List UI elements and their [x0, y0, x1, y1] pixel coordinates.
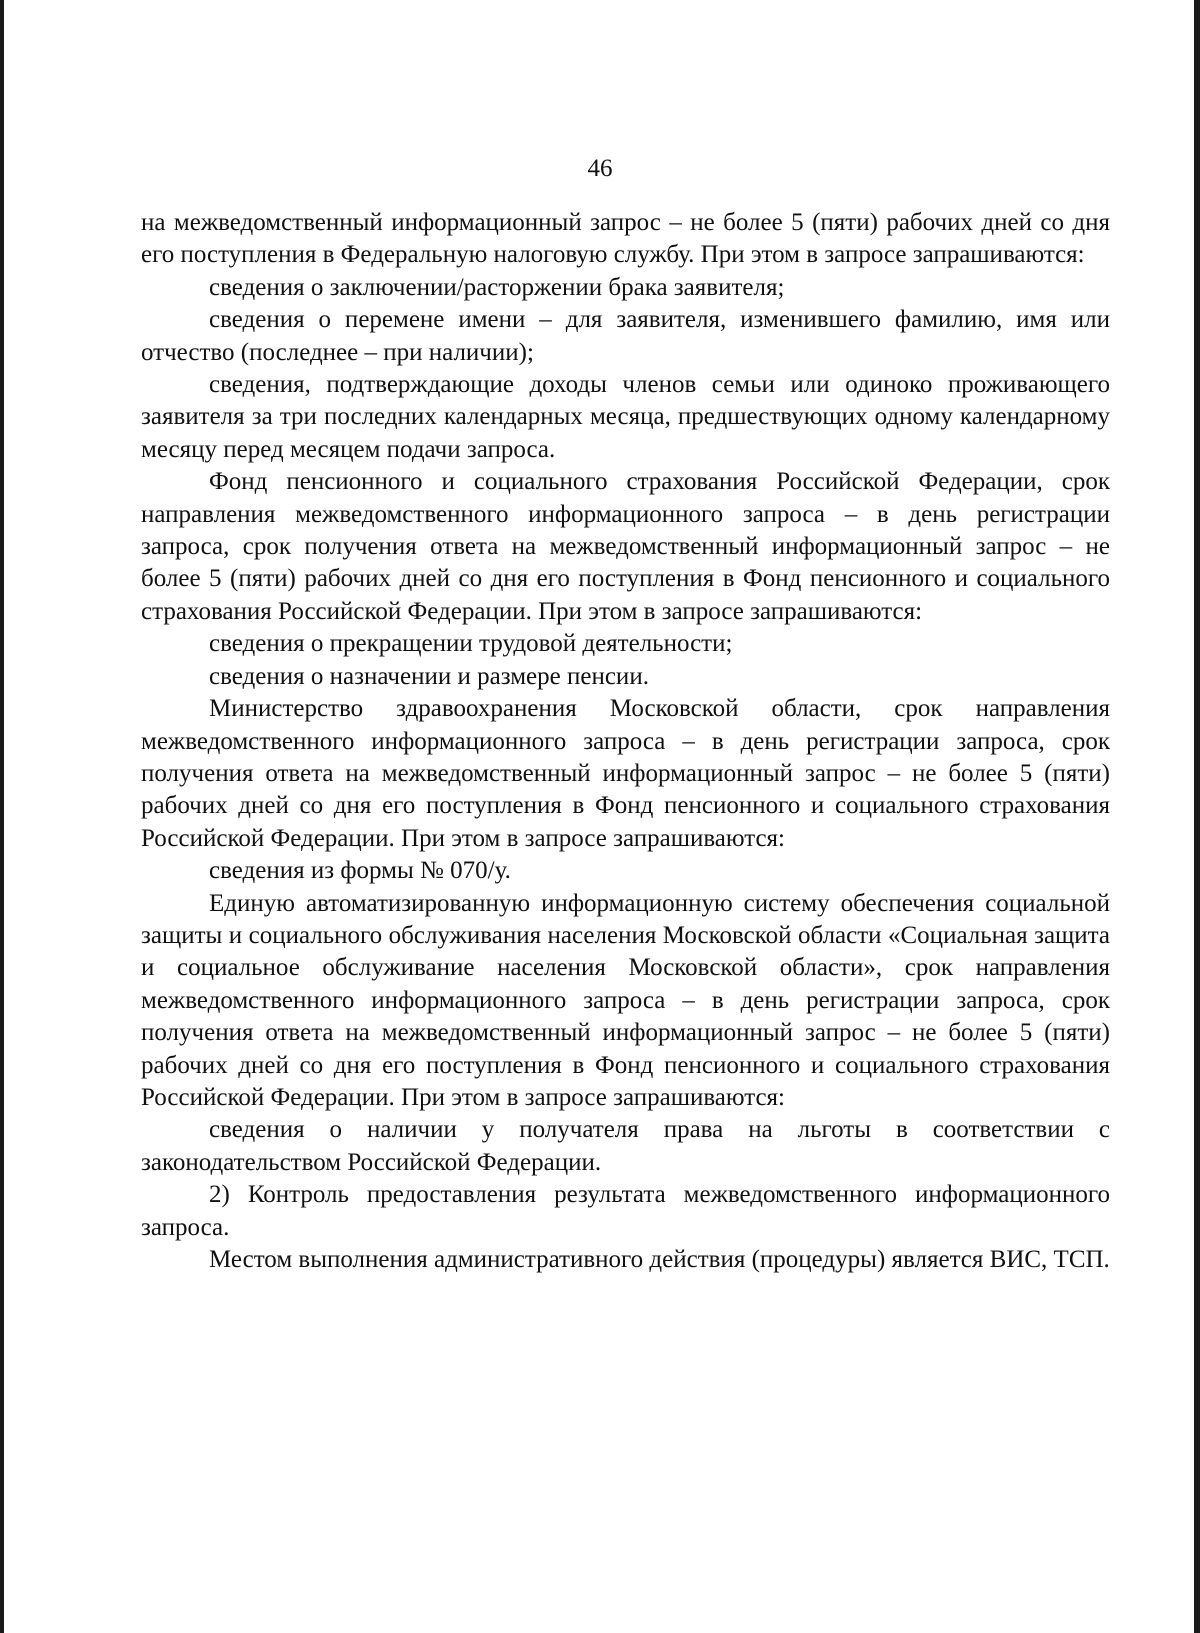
- page-number: 46: [587, 155, 613, 182]
- paragraph-9: сведения из формы № 070/у.: [209, 857, 511, 885]
- scan-edge-right: [1194, 0, 1200, 1633]
- paragraph-10: Единую автоматизированную информационную систему обеспечения социальной защиты и социального обслуживания населения Московской области «Социальная защита и социальное обслуживание населения Московской области», срок направления межведомственного информационного запроса – в день регистрации запроса, срок получения ответа на межведомственный информационный запрос – не более 5 (пяти) рабочих дней со дня его поступления в Фонд пенсионного и социального страхования Российской Федерации. При этом в запросе запрашиваются:: [141, 889, 1110, 1111]
- paragraph-4: сведения, подтверждающие доходы членов семьи или одиноко проживающего заявителя за три последних календарных месяца, предшествующих одному календарному месяцу перед месяцем подачи запроса.: [141, 371, 1110, 463]
- document-body: [141, 207, 1110, 1276]
- paragraph-13: Местом выполнения административного действия (процедуры) является ВИС, ТСП.: [209, 1246, 1110, 1273]
- paragraph-5: Фонд пенсионного и социального страхования Российской Федерации, срок направления межведомственного информационного запроса – в день регистрации запроса, срок получения ответа на межведомственный информационный запрос – не более 5 (пяти) рабочих дней со дня его поступления в Фонд пенсионного и социального страхования Российской Федерации. При этом в запросе запрашиваются:: [141, 468, 1110, 625]
- paragraph-8: Министерство здравоохранения Московской области, срок направления межведомственного информационного запроса – в день регистрации запроса, срок получения ответа на межведомственный информационный запрос – не более 5 (пяти) рабочих дней со дня его поступления в Фонд пенсионного и социального страхования Российской Федерации. При этом в запросе запрашиваются:: [141, 695, 1110, 852]
- paragraph-1: на межведомственный информационный запрос – не более 5 (пяти) рабочих дней со дня его поступления в Федеральную налоговую службу. При этом в запросе запрашиваются:: [141, 209, 1110, 269]
- scan-edge-left: [0, 0, 4, 1633]
- paragraph-7: сведения о назначении и размере пенсии.: [209, 662, 649, 690]
- paragraph-3: сведения о перемене имени – для заявителя, изменившего фамилию, имя или отчество (последнее – при наличии);: [141, 306, 1110, 366]
- paragraph-11: сведения о наличии у получателя права на льготы в соответствии с законодательством Российской Федерации.: [141, 1116, 1110, 1176]
- paragraph-6: сведения о прекращении трудовой деятельности;: [209, 630, 733, 658]
- paragraph-2: сведения о заключении/расторжении брака заявителя;: [209, 273, 785, 301]
- paragraph-12: 2) Контроль предоставления результата межведомственного информационного запроса.: [141, 1181, 1110, 1241]
